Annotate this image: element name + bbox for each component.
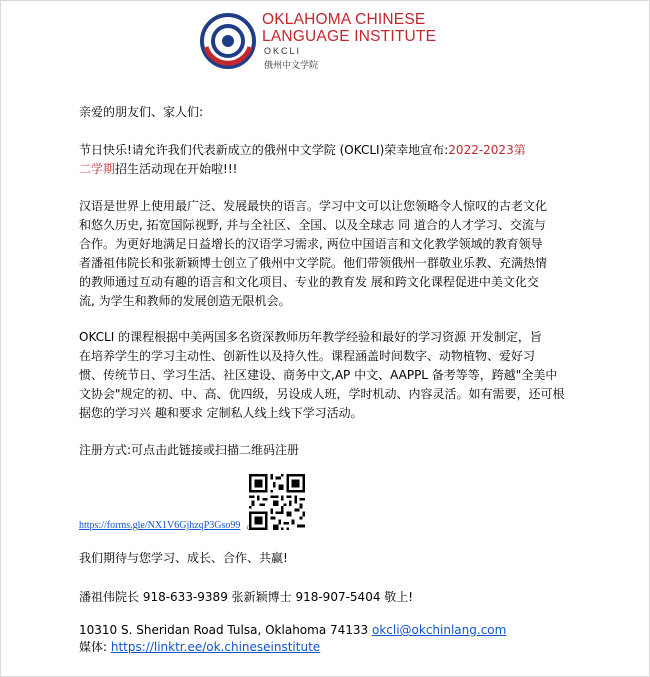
paragraph-line: 的教师通过互动有趣的语言和文化项目、专业的教育发 展和跨文化课程促进中美文化交 [79, 275, 539, 289]
closing-line: 我们期待与您学习、成长、合作、共赢! [79, 551, 288, 565]
paragraph-line: 文协会"规定的初、中、高、优四级，另设成人班，学时机动、内容灵活。如有需要，还可根 [79, 387, 565, 401]
paragraph-line: 者潘祖伟院长和张新颖博士创立了俄州中文学院。他们带领俄州一群敬业乐教、充满热情 [79, 256, 548, 270]
announcement-text-cont: 招生活动现在开始啦!!! [115, 162, 238, 176]
paragraph-line: 和悠久历史, 拓宽国际视野, 并与全社区、全国、以及全球志 同 道合的人才学习、交流与 [79, 218, 546, 232]
paragraph-line: 汉语是世界上使用最广泛、发展最快的语言。学习中文可以让您领略令人惊叹的古老文化 [79, 199, 548, 213]
email-link[interactable]: okcli@okchinlang.com [371, 623, 507, 637]
brand-name-line1: OKLAHOMA CHINESE [262, 11, 426, 28]
semester-highlight-cont: 二学期 [79, 162, 116, 176]
paragraph-line: OKCLI 的课程根据中美两国多名资深教师历年教学经验和最好的学习资源 开发制定，旨 [79, 330, 542, 344]
header [200, 9, 460, 69]
greeting: 亲爱的朋友们、家人们: [79, 105, 204, 119]
announcement-line1 [79, 141, 526, 159]
registration-link-row [79, 515, 258, 535]
address-text: 10310 S. Sheridan Road Tulsa, Oklahoma 74133 [79, 623, 372, 637]
brand-abbreviation: OKCLI [264, 46, 302, 56]
announcement-line2 [79, 160, 237, 178]
registration-trailing: 。 [246, 517, 259, 531]
paragraph-line: 合作。为更好地满足日益增长的汉语学习需求, 两位中国语言和文化教学领域的教育领导 [79, 237, 543, 251]
paragraph-line: 惯、传统节日、学习生活、社区建设、商务中文,AP 中文、AAPPL 备考等等，跨越"全美中 [79, 368, 558, 382]
media-line [79, 638, 320, 656]
brand-name-line2: LANGUAGE INSTITUTE [262, 28, 437, 45]
paragraph-line: 在培养学生的学习主动性、创新性以及持久性。课程涵盖时间数字、动物植物、爱好习 [79, 349, 536, 363]
paragraph-line: 流, 为学生和教师的发展创造无限机会。 [79, 294, 291, 308]
semester-highlight: 2022-2023第 [448, 143, 526, 157]
okcli-logo-icon [200, 13, 256, 69]
media-label: 媒体: [79, 640, 111, 654]
media-link[interactable]: https://linktr.ee/ok.chineseinstitute [110, 640, 321, 654]
announcement-text: 节日快乐!请允许我们代表新成立的俄州中文学院 (OKCLI)荣幸地宣布: [79, 143, 449, 157]
paragraph-line: 据您的学习兴 趣和要求 定制私人线上线下学习活动。 [79, 406, 363, 420]
registration-label: 注册方式:可点击此链接或扫描二维码注册 [79, 443, 300, 457]
brand-chinese-name: 俄州中文学院 [264, 61, 319, 71]
contacts-line: 潘祖伟院长 918-633-9389 张新颖博士 918-907-5404 敬上! [79, 590, 414, 604]
address-line [79, 621, 506, 639]
registration-link[interactable]: https://forms.gle/NX1V6GjhzqP3Gso99 [79, 520, 241, 531]
